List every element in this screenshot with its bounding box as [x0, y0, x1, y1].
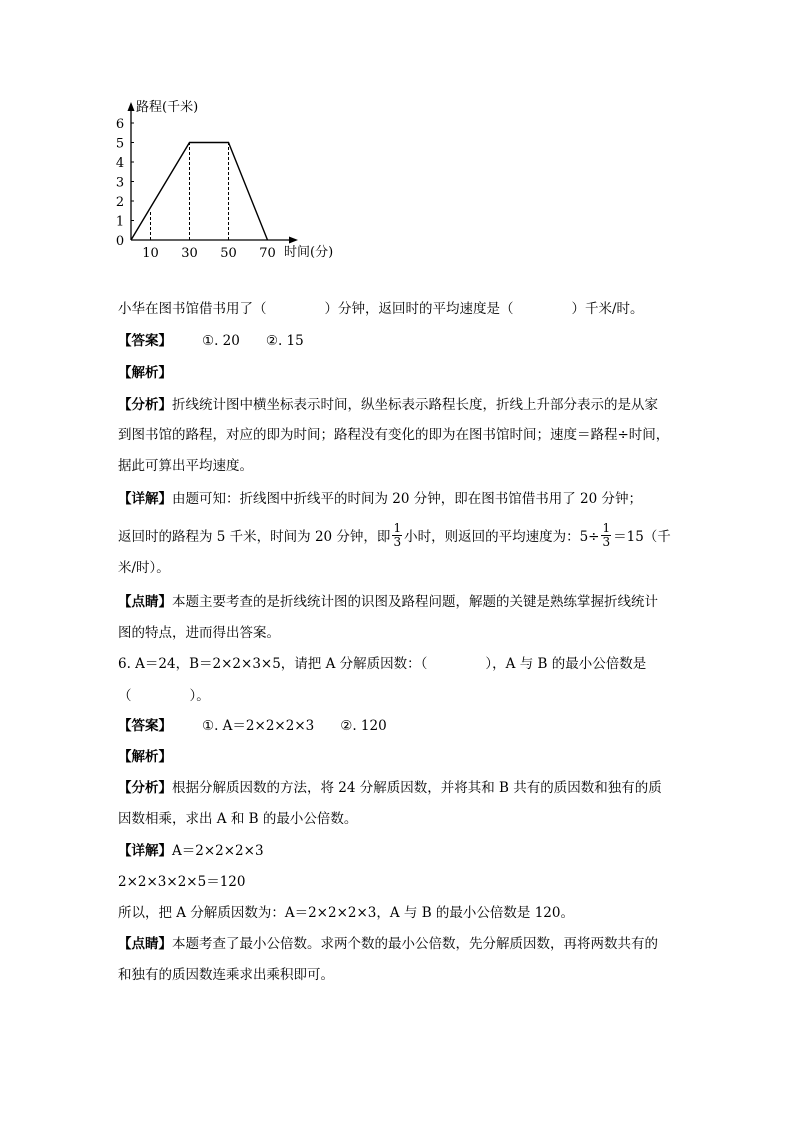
- fraction-one-third: [392, 522, 402, 549]
- x-axis-arrow: [289, 237, 298, 244]
- y-tick-label: 2: [115, 195, 125, 210]
- fraction-one-third-2: [601, 522, 611, 549]
- y-tick-label: 3: [115, 175, 125, 191]
- y-tick-label: 4: [115, 156, 125, 171]
- dianjing-label: 【点睛】: [118, 594, 172, 610]
- q6-answer-2: ②. 120: [340, 718, 387, 734]
- q5-fenxi-line-3: 据此可算出平均速度。: [118, 458, 253, 474]
- chart-axes: [128, 102, 299, 244]
- q6-fenxi-line-2: 因数相乘，求出 A 和 B 的最小公倍数。: [118, 811, 358, 827]
- q5-xiangjie-line-1: [118, 489, 642, 509]
- dianjing-label: 【点睛】: [118, 936, 172, 952]
- q6-xiangjie-line-1: [118, 841, 264, 861]
- q5-fenxi-1: 折线统计图中横坐标表示时间，纵坐标表示路程长度，折线上升部分表示的是从家: [172, 397, 658, 413]
- y-axis-label: 路程(千米): [136, 100, 199, 115]
- q6-answer-1: ①. A＝2×2×2×3: [202, 718, 315, 734]
- q5-xiangjie-2c: ＝15（千: [613, 529, 671, 545]
- y-tick-label: 1: [115, 214, 125, 230]
- xiangjie-label: 【详解】: [118, 843, 172, 859]
- q6-xiangjie-line-2: 2×2×3×2×5＝120: [118, 874, 246, 890]
- x-tick-label: 10: [142, 246, 159, 261]
- x-axis-label: 时间(分): [284, 245, 334, 260]
- q5-question-part-c: ）千米/时。: [571, 301, 644, 317]
- y-axis-arrow: [128, 102, 135, 111]
- x-tick-label: 30: [181, 246, 198, 261]
- q5-xiangjie-line-3: 米/时）。: [118, 560, 170, 576]
- chart-series: [131, 143, 268, 241]
- fraction-denominator: 3: [393, 535, 402, 549]
- answer-label: 【答案】: [118, 333, 172, 349]
- distance-time-chart: [112, 92, 362, 268]
- q5-answer-2: ②. 15: [265, 333, 304, 349]
- y-tick-label: 0: [115, 234, 125, 249]
- q5-xiangjie-2b: 小时，则返回的平均速度为：5÷: [404, 529, 600, 545]
- q5-xiangjie-line-2: [118, 521, 671, 551]
- distance-series-line: [131, 143, 268, 241]
- fenxi-label: 【分析】: [118, 780, 172, 796]
- q6-question-1a: 6. A＝24，B＝2×2×3×5，请把 A 分解质因数：（: [118, 656, 428, 672]
- answer-label: 【答案】: [118, 718, 172, 734]
- fraction-denominator: 3: [602, 535, 611, 549]
- analysis-label: 【解析】: [118, 749, 172, 765]
- q6-dianjing-1: 本题考查了最小公倍数。求两个数的最小公倍数，先分解质因数，再将两数共有的: [172, 936, 658, 952]
- q5-answer-1: ①. 20: [202, 333, 240, 349]
- q5-fenxi-line-1: [118, 395, 658, 415]
- q5-dianjing-1: 本题主要考查的是折线统计图的识图及路程问题，解题的关键是熟练掌握折线统计: [172, 594, 658, 610]
- q5-xiangjie-2a: 返回时的路程为 5 千米，时间为 20 分钟，即: [118, 529, 391, 545]
- xiangjie-label: 【详解】: [118, 491, 172, 507]
- q5-dianjing-line-1: [118, 592, 658, 612]
- q6-fenxi-1: 根据分解质因数的方法，将 24 分解质因数，并将其和 B 共有的质因数和独有的质: [172, 780, 662, 796]
- q5-dianjing-line-2: 图的特点，进而得出答案。: [118, 625, 280, 641]
- x-tick-label: 50: [220, 246, 237, 261]
- x-tick-label: 70: [259, 246, 276, 261]
- q5-question-part-a: 小华在图书馆借书用了（: [118, 301, 267, 317]
- y-tick-label: 6: [115, 117, 125, 132]
- q6-question-2b: ）。: [189, 688, 210, 704]
- fenxi-label: 【分析】: [118, 397, 172, 413]
- q6-question-1b: ），A 与 B 的最小公倍数是: [485, 656, 647, 672]
- q6-fenxi-line-1: [118, 778, 662, 798]
- y-tick-label: 5: [115, 136, 125, 152]
- q5-question: [118, 299, 644, 319]
- analysis-label: 【解析】: [118, 365, 172, 381]
- q5-xiangjie-1: 由题可知：折线图中折线平的时间为 20 分钟，即在图书馆借书用了 20 分钟；: [172, 491, 643, 507]
- q5-fenxi-line-2: 到图书馆的路程，对应的即为时间；路程没有变化的即为在图书馆时间；速度＝路程÷时间，: [118, 427, 670, 443]
- q6-question-line-1: [118, 654, 646, 674]
- q6-question-2a: （: [118, 688, 132, 704]
- q5-question-part-b: ）分钟，返回时的平均速度是（: [324, 301, 514, 317]
- q6-dianjing-line-1: [118, 934, 658, 954]
- chart-guides: [151, 143, 229, 241]
- fraction-numerator: 1: [602, 521, 611, 535]
- q6-answer: [118, 716, 387, 736]
- q5-answer: [118, 331, 304, 351]
- q6-dianjing-line-2: 和独有的质因数连乘求出乘积即可。: [118, 967, 334, 983]
- q6-xiangjie-line-3: 所以，把 A 分解质因数为：A＝2×2×2×3，A 与 B 的最小公倍数是 120。: [118, 905, 574, 921]
- q6-xiangjie-1: A＝2×2×2×3: [172, 843, 264, 859]
- q6-question-line-2: [118, 686, 210, 706]
- fraction-numerator: 1: [393, 521, 402, 535]
